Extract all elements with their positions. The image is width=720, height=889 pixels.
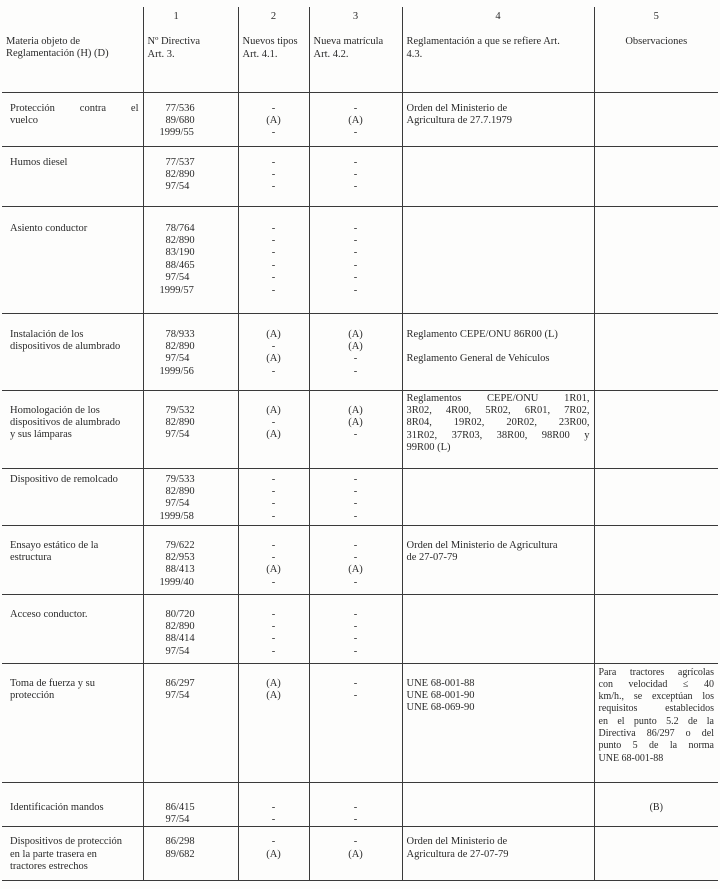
regulation-line: Agricultura de 27-07-79 — [406, 848, 509, 860]
header-regulation-line: Reglamentación a que se refiere Art. — [406, 36, 560, 48]
new-types-value: - — [271, 416, 276, 428]
directive-list — [148, 678, 234, 703]
regulation-cell — [402, 92, 594, 146]
directive-number: 1999/55 — [159, 127, 194, 139]
header-new-registration-line: Nueva matrícula — [313, 36, 384, 48]
directive-cell — [143, 525, 238, 594]
regulation-line: Reglamento General de Vehículos — [406, 353, 550, 365]
new-registration-cell — [309, 92, 402, 146]
subject-line: y sus lámparas — [10, 429, 72, 441]
directive-cell — [143, 594, 238, 663]
new-registration-value: - — [353, 156, 358, 168]
observation-line: en el punto 5.2 de la — [598, 715, 714, 727]
new-registration-value: - — [353, 677, 358, 689]
subject-cell — [2, 468, 143, 525]
directive-cell — [143, 468, 238, 525]
table-row — [2, 206, 718, 313]
regulation-cell — [402, 468, 594, 525]
observation-line: con velocidad ≤ 40 — [598, 678, 714, 690]
new-registration-value: - — [353, 181, 358, 193]
observation-line: UNE 68-001-88 — [598, 752, 664, 764]
table-row — [2, 146, 718, 206]
directive-list — [148, 223, 234, 297]
directive-number: 77/537 — [165, 156, 195, 168]
directive-number: 82/890 — [165, 340, 195, 352]
new-registration-value: - — [353, 127, 358, 139]
subject-line: tractores estrechos — [10, 861, 88, 873]
regulation-line: UNE 68-001-88 — [406, 677, 475, 689]
observation-line: Para tractores agrícolas — [598, 666, 714, 678]
column-number: 2 — [270, 11, 277, 22]
header-observations — [594, 7, 718, 92]
subject-line: Identificación mandos — [10, 801, 104, 813]
new-registration-cell — [309, 313, 402, 390]
new-types-value: (A) — [266, 404, 281, 416]
directive-list — [148, 474, 234, 524]
regulation-line: Reglamentos CEPE/ONU 1R01, — [406, 392, 590, 404]
new-types-value: - — [271, 365, 276, 377]
new-types-cell — [238, 525, 309, 594]
directive-number: 97/54 — [165, 181, 190, 193]
new-types-cell — [238, 827, 309, 881]
subject-line: en la parte trasera en — [10, 848, 97, 860]
header-directive — [143, 7, 238, 92]
table-row — [2, 594, 718, 663]
regulation-cell — [402, 525, 594, 594]
subject-line: Dispositivos de protección — [10, 836, 122, 848]
observations-cell — [594, 827, 718, 881]
directive-number: 1999/58 — [159, 510, 194, 522]
new-registration-value: - — [353, 801, 358, 813]
new-registration-cell — [309, 782, 402, 827]
new-types-value: - — [271, 551, 276, 563]
new-registration-cell — [309, 468, 402, 525]
new-registration-value: - — [353, 576, 358, 588]
header-observations-line: Observaciones — [625, 36, 688, 48]
directive-cell — [143, 782, 238, 827]
new-registration-value: (A) — [348, 114, 363, 126]
new-types-value: (A) — [266, 328, 281, 340]
observations-text — [599, 802, 715, 814]
new-registration-value: - — [353, 222, 358, 234]
new-registration-value: - — [353, 272, 358, 284]
new-types-value: - — [271, 633, 276, 645]
header-new-registration — [309, 7, 402, 92]
new-types-value: (A) — [266, 848, 281, 860]
new-types-value: - — [271, 102, 276, 114]
new-registration-value: (A) — [348, 404, 363, 416]
new-types-cell — [238, 146, 309, 206]
regulation-line: Orden del Ministerio de Agricultura — [406, 539, 558, 551]
table-row — [2, 525, 718, 594]
subject-line: dispositivos de alumbrado — [10, 416, 121, 428]
subject-cell — [2, 594, 143, 663]
subject-line: Ensayo estático de la — [10, 539, 99, 551]
new-types-value: - — [271, 576, 276, 588]
new-types-value: - — [271, 127, 276, 139]
new-registration-value: (A) — [348, 848, 363, 860]
regulation-cell — [402, 206, 594, 313]
table-row — [2, 663, 718, 782]
directive-list — [148, 540, 234, 590]
new-registration-value: (A) — [348, 328, 363, 340]
subject-line: Humos diesel — [10, 156, 68, 168]
column-number: 1 — [173, 11, 179, 22]
header-subject — [2, 7, 143, 92]
observation-line: km/h., se exceptúan los — [598, 691, 714, 703]
observations-cell — [594, 525, 718, 594]
new-registration-value: - — [353, 429, 358, 441]
observations-cell — [594, 92, 718, 146]
directive-number: 97/54 — [165, 689, 190, 701]
new-registration-cell — [309, 594, 402, 663]
regulation-cell — [402, 313, 594, 390]
header-directive-line: Art. 3. — [147, 48, 175, 60]
header-directive-line: Nº Directiva — [147, 36, 201, 48]
table-row — [2, 92, 718, 146]
observations-cell — [594, 390, 718, 468]
table-row — [2, 827, 718, 881]
subject-line: Asiento conductor — [10, 222, 88, 234]
new-registration-value: (A) — [348, 416, 363, 428]
regulation-line: UNE 68-069-90 — [406, 702, 475, 714]
new-types-value: - — [271, 340, 276, 352]
table-row — [2, 390, 718, 468]
table-row — [2, 468, 718, 525]
directive-number: 88/414 — [165, 633, 195, 645]
directive-list — [148, 405, 234, 442]
directive-number: 86/298 — [165, 836, 195, 848]
subject-line: Toma de fuerza y su — [10, 677, 95, 689]
regulation-cell — [402, 782, 594, 827]
subject-cell — [2, 92, 143, 146]
directive-number: 97/54 — [165, 429, 190, 441]
directive-number: 79/622 — [165, 539, 195, 551]
new-registration-cell — [309, 390, 402, 468]
subject-cell — [2, 146, 143, 206]
table-row — [2, 313, 718, 390]
new-types-cell — [238, 313, 309, 390]
directive-number: 82/953 — [165, 551, 195, 563]
new-registration-value: - — [353, 168, 358, 180]
directive-number: 1999/40 — [159, 576, 194, 588]
observations-cell — [594, 663, 718, 782]
header-new-registration-line: Art. 4.2. — [313, 48, 349, 60]
subject-cell — [2, 663, 143, 782]
subject-line: Acceso conductor. — [10, 608, 88, 620]
column-number: 5 — [653, 11, 659, 22]
new-types-value: (A) — [266, 114, 281, 126]
observation-line: punto 5 de la norma — [598, 740, 714, 752]
new-types-value: - — [271, 608, 276, 620]
directive-cell — [143, 663, 238, 782]
new-types-value: - — [271, 836, 276, 848]
new-types-cell — [238, 468, 309, 525]
directive-number: 86/297 — [165, 677, 195, 689]
regulation-line: 3R02, 4R00, 5R02, 6R01, 7R02, — [406, 404, 590, 416]
regulation-line: 99R00 (L) — [406, 442, 451, 454]
new-registration-value: - — [353, 498, 358, 510]
column-number: 4 — [495, 11, 501, 22]
directive-cell — [143, 390, 238, 468]
new-types-cell — [238, 594, 309, 663]
new-registration-value: - — [353, 510, 358, 522]
new-registration-value: - — [353, 836, 358, 848]
subject-cell — [2, 827, 143, 881]
regulation-line: Orden del Ministerio de — [406, 102, 508, 114]
subject-line: estructura — [10, 551, 52, 563]
observation-line: Directiva 86/297 o del — [598, 727, 714, 739]
subject-line: Protección contra el — [10, 102, 139, 114]
new-types-value: - — [271, 168, 276, 180]
regulation-line: Agricultura de 27.7.1979 — [406, 114, 513, 126]
new-registration-value: - — [353, 620, 358, 632]
directive-number: 89/682 — [165, 848, 195, 860]
new-registration-value: - — [353, 689, 358, 701]
new-types-value: - — [271, 539, 276, 551]
new-types-value: - — [271, 801, 276, 813]
new-registration-cell — [309, 525, 402, 594]
directive-number: 1999/57 — [159, 284, 194, 296]
new-types-value: - — [271, 813, 276, 825]
new-types-value: (A) — [266, 429, 281, 441]
directive-number: 80/720 — [165, 608, 195, 620]
regulation-cell — [402, 663, 594, 782]
directive-number: 82/890 — [165, 416, 195, 428]
new-types-value: - — [271, 485, 276, 497]
subject-line: Dispositivo de remolcado — [10, 473, 118, 485]
new-types-cell — [238, 390, 309, 468]
new-types-value: - — [271, 284, 276, 296]
regulation-line: 8R04, 19R02, 20R02, 23R00, — [406, 417, 590, 429]
new-registration-value: - — [353, 353, 358, 365]
subject-line: Instalación de los — [10, 328, 84, 340]
new-registration-value: - — [353, 284, 358, 296]
directive-number: 79/533 — [165, 473, 195, 485]
subject-cell — [2, 313, 143, 390]
new-registration-cell — [309, 663, 402, 782]
subject-cell — [2, 390, 143, 468]
subject-line: protección — [10, 689, 55, 701]
observations-cell — [594, 146, 718, 206]
directive-cell — [143, 146, 238, 206]
header-regulation — [402, 7, 594, 92]
new-types-value: - — [271, 247, 276, 259]
new-registration-value: - — [353, 247, 358, 259]
directive-number: 83/190 — [165, 247, 195, 259]
directive-number: 77/536 — [165, 102, 195, 114]
new-registration-value: - — [353, 539, 358, 551]
directive-number: 79/532 — [165, 404, 195, 416]
new-types-value: - — [271, 498, 276, 510]
new-types-value: - — [271, 473, 276, 485]
header-subject-line: Reglamentación (H) (D) — [6, 48, 109, 60]
new-types-value: (A) — [266, 564, 281, 576]
regulation-line — [407, 341, 590, 353]
header-new-types — [238, 7, 309, 92]
regulation-table — [2, 7, 718, 881]
observation-line: requisitos establecidos — [598, 703, 714, 715]
regulation-line: Orden del Ministerio de — [406, 836, 508, 848]
directive-list — [148, 609, 234, 659]
subject-line: Homologación de los — [10, 404, 100, 416]
column-number: 3 — [352, 11, 359, 22]
observations-cell — [594, 313, 718, 390]
new-registration-value: - — [353, 365, 358, 377]
new-registration-value: - — [353, 633, 358, 645]
directive-number: 82/890 — [165, 620, 195, 632]
new-types-value: - — [271, 156, 276, 168]
directive-number: 82/890 — [165, 168, 195, 180]
new-registration-cell — [309, 146, 402, 206]
directive-cell — [143, 827, 238, 881]
directive-number: 97/54 — [165, 272, 190, 284]
regulation-line: Reglamento CEPE/ONU 86R00 (L) — [406, 328, 558, 340]
new-types-value: - — [271, 259, 276, 271]
new-types-value: - — [271, 272, 276, 284]
directive-number: 97/54 — [165, 498, 190, 510]
directive-cell — [143, 313, 238, 390]
new-types-value: - — [271, 234, 276, 246]
directive-number: 82/890 — [165, 234, 195, 246]
new-registration-value: - — [353, 473, 358, 485]
header-regulation-line: 4.3. — [406, 48, 423, 60]
new-types-value: - — [271, 645, 276, 657]
header-new-types-line: Art. 4.1. — [242, 48, 278, 60]
directive-cell — [143, 92, 238, 146]
new-registration-value: - — [353, 259, 358, 271]
new-types-value: - — [271, 222, 276, 234]
regulation-cell — [402, 146, 594, 206]
directive-number: 88/413 — [165, 564, 195, 576]
observations-cell — [594, 594, 718, 663]
directive-list — [148, 103, 234, 140]
directive-list — [148, 329, 234, 379]
header-new-types-line: Nuevos tipos — [242, 36, 298, 48]
new-registration-value: (A) — [348, 340, 363, 352]
regulation-line: 31R02, 37R03, 38R00, 98R00 y — [406, 429, 590, 441]
new-types-cell — [238, 206, 309, 313]
new-registration-value: - — [353, 645, 358, 657]
observations-text — [599, 667, 715, 765]
directive-list — [148, 157, 234, 194]
new-types-cell — [238, 782, 309, 827]
observations-cell — [594, 468, 718, 525]
subject-line: vuelco — [10, 114, 38, 126]
directive-number: 78/933 — [165, 328, 195, 340]
observations-cell — [594, 782, 718, 827]
directive-number: 1999/56 — [159, 365, 194, 377]
new-registration-cell — [309, 827, 402, 881]
observation-line: (B) — [649, 801, 663, 813]
header-row — [2, 7, 718, 92]
directive-list — [148, 836, 234, 861]
subject-cell — [2, 206, 143, 313]
directive-number: 88/465 — [165, 259, 195, 271]
regulation-cell — [402, 594, 594, 663]
table-row — [2, 782, 718, 827]
regulation-line: UNE 68-001-90 — [406, 689, 475, 701]
directive-number: 89/680 — [165, 114, 195, 126]
new-registration-value: (A) — [348, 564, 363, 576]
directive-number: 78/764 — [165, 222, 195, 234]
new-types-value: (A) — [266, 689, 281, 701]
directive-cell — [143, 206, 238, 313]
regulation-cell — [402, 827, 594, 881]
subject-cell — [2, 525, 143, 594]
regulation-line: de 27-07-79 — [406, 551, 458, 563]
new-types-value: - — [271, 510, 276, 522]
regulation-table-body — [2, 7, 718, 881]
new-registration-value: - — [353, 102, 358, 114]
new-registration-value: - — [353, 608, 358, 620]
directive-list — [148, 802, 234, 827]
subject-line: dispositivos de alumbrado — [10, 340, 121, 352]
new-types-value: - — [271, 620, 276, 632]
directive-number: 97/54 — [165, 813, 190, 825]
header-subject-line: Materia objeto de — [6, 36, 81, 47]
directive-number: 86/415 — [165, 801, 195, 813]
new-types-cell — [238, 663, 309, 782]
new-types-value: - — [271, 181, 276, 193]
directive-number: 82/890 — [165, 485, 195, 497]
new-registration-value: - — [353, 551, 358, 563]
directive-number: 97/54 — [165, 645, 190, 657]
observations-cell — [594, 206, 718, 313]
new-registration-value: - — [353, 234, 358, 246]
new-registration-value: - — [353, 813, 358, 825]
subject-cell — [2, 782, 143, 827]
new-registration-cell — [309, 206, 402, 313]
regulation-cell — [402, 390, 594, 468]
new-registration-value: - — [353, 485, 358, 497]
new-types-cell — [238, 92, 309, 146]
directive-number: 97/54 — [165, 353, 190, 365]
new-types-value: (A) — [266, 353, 281, 365]
new-types-value: (A) — [266, 677, 281, 689]
